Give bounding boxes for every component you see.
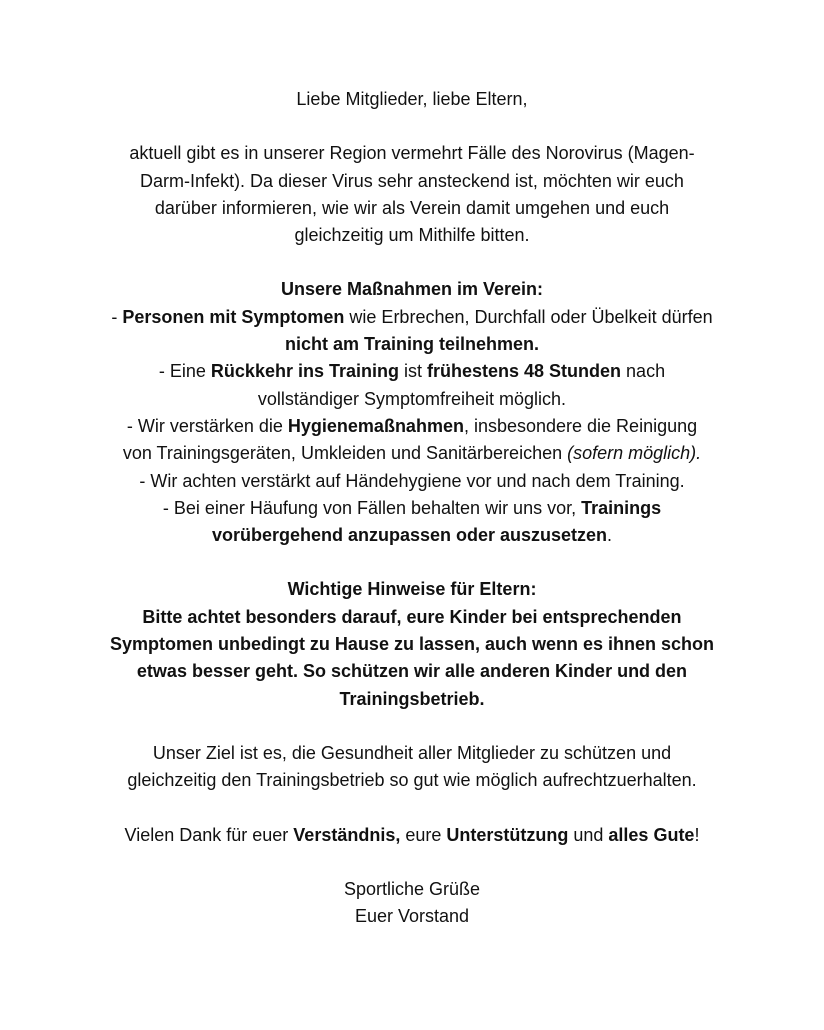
measure-2: [60, 358, 764, 385]
intro-paragraph: [60, 140, 764, 249]
intro-line: darüber informieren, wie wir als Verein damit umgehen und euch: [154, 197, 670, 218]
thanks-text: eure: [400, 824, 447, 845]
goal-line: gleichzeitig den Trainingsbetrieb so gut wie möglich aufrechtzuerhalten.: [127, 770, 697, 791]
parents-heading-text: Wichtige Hinweise für Eltern:: [287, 579, 537, 600]
parents-line: [60, 686, 764, 713]
measure-5: [60, 495, 764, 522]
measure-bold: Hygienemaßnahmen: [287, 415, 464, 436]
parents-bold: Trainingsbetrieb.: [339, 688, 485, 709]
parents-bold: Bitte achtet besonders darauf, eure Kinder bei entsprechenden: [142, 606, 682, 627]
thanks-text: Vielen Dank für euer: [124, 824, 294, 845]
thanks-text: !: [694, 824, 700, 845]
thanks-line: [60, 822, 764, 849]
measure-2-cont: vollständiger Symptomfreiheit möglich.: [257, 388, 567, 409]
parents-bold: etwas besser geht. So schützen wir alle anderen Kinder und den: [136, 661, 688, 682]
measure-bold: frühestens 48 Stunden: [427, 361, 622, 382]
measure-text: - Wir verstärken die: [126, 415, 288, 436]
measure-text: nach: [621, 361, 666, 382]
measure-text: .: [607, 525, 613, 546]
measure-text: von Trainingsgeräten, Umkleiden und Sanitärbereichen: [122, 443, 568, 464]
closing-sender: Euer Vorstand: [354, 906, 470, 927]
thanks-text: und: [568, 824, 609, 845]
measure-text: -: [111, 306, 123, 327]
thanks-bold: Verständnis,: [293, 824, 401, 845]
thanks-bold: Unterstützung: [446, 824, 569, 845]
goal-paragraph: [60, 740, 764, 795]
thanks-bold: alles Gute: [608, 824, 695, 845]
measure-bold: nicht am Training teilnehmen.: [284, 334, 540, 355]
parents-heading: [60, 576, 764, 603]
measure-1: [60, 304, 764, 331]
measure-4: - Wir achten verstärkt auf Händehygiene vor und nach dem Training.: [139, 470, 685, 491]
measures-section: [60, 276, 764, 549]
measure-3: [60, 413, 764, 440]
goal-line: Unser Ziel ist es, die Gesundheit aller Mitglieder zu schützen und: [152, 742, 672, 763]
measure-1-cont: [60, 331, 764, 358]
measure-italic: (sofern möglich).: [567, 443, 702, 464]
signature: [60, 876, 764, 931]
measure-text: , insbesondere die Reinigung: [463, 415, 698, 436]
measure-text: wie Erbrechen, Durchfall oder Übelkeit dürfen: [344, 306, 713, 327]
closing-greeting: Sportliche Grüße: [343, 878, 481, 899]
measure-3-cont: [60, 440, 764, 467]
parents-bold: Symptomen unbedingt zu Hause zu lassen, auch wenn es ihnen schon: [109, 634, 715, 655]
measure-text: - Bei einer Häufung von Fällen behalten wir uns vor,: [162, 497, 582, 518]
measure-text: - Eine: [158, 361, 211, 382]
measure-text: ist: [398, 361, 427, 382]
measure-bold: Trainings: [581, 497, 662, 518]
measure-bold: Personen mit Symptomen: [122, 306, 345, 327]
intro-line: aktuell gibt es in unserer Region vermehrt Fälle des Norovirus (Magen-: [129, 143, 695, 164]
parents-section: [60, 576, 764, 712]
parents-line: [60, 604, 764, 631]
measures-heading-text: Unsere Maßnahmen im Verein:: [280, 279, 544, 300]
measure-bold: vorübergehend anzupassen oder auszusetzen: [211, 525, 608, 546]
intro-line: Darm-Infekt). Da dieser Virus sehr ansteckend ist, möchten wir euch: [140, 170, 684, 191]
parents-line: [60, 658, 764, 685]
measure-5-cont: [60, 522, 764, 549]
measures-heading: [60, 276, 764, 303]
measure-bold: Rückkehr ins Training: [210, 361, 399, 382]
parents-line: [60, 631, 764, 658]
greeting: Liebe Mitglieder, liebe Eltern,: [296, 89, 528, 109]
intro-line: gleichzeitig um Mithilfe bitten.: [294, 225, 530, 246]
